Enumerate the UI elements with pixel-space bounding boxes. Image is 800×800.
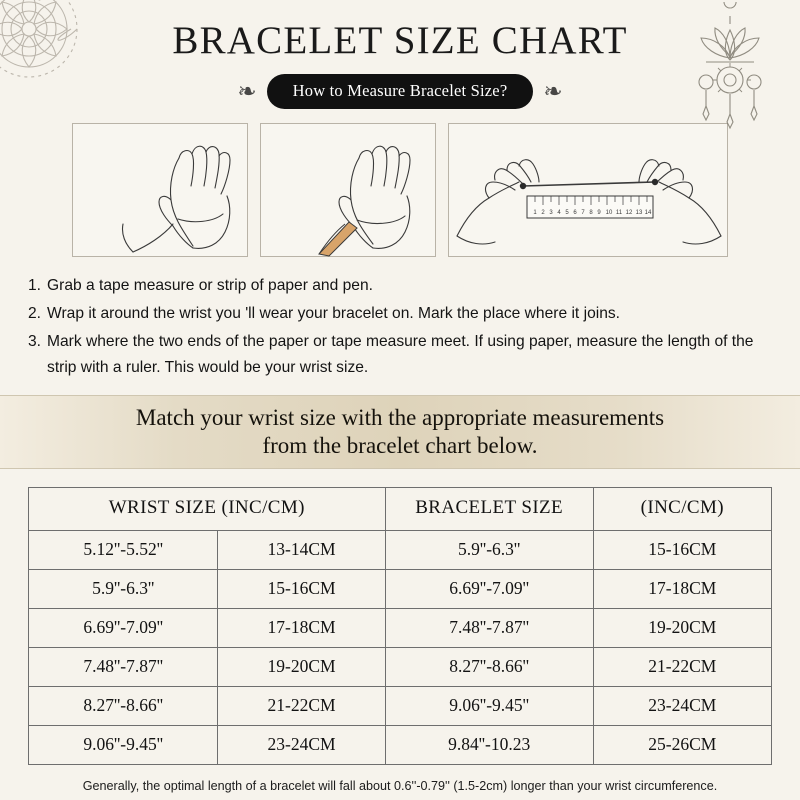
- page-title: BRACELET SIZE CHART: [172, 19, 628, 62]
- cell-wrist-inch: 5.12''-5.52'': [29, 530, 218, 569]
- svg-text:11: 11: [615, 210, 623, 216]
- lotus-ornament-icon: [684, 2, 776, 138]
- svg-text:6: 6: [573, 210, 577, 216]
- list-item: [28, 273, 774, 299]
- size-table-wrapper: [0, 487, 800, 765]
- instruction-steps: [0, 273, 800, 381]
- cell-bracelet-cm: 15-16CM: [593, 530, 771, 569]
- list-item: [28, 329, 774, 381]
- header-bracelet-size: BRACELET SIZE: [385, 487, 593, 530]
- cell-wrist-inch: 5.9''-6.3'': [29, 569, 218, 608]
- illustration-hand-wrapping-paper-strip: [260, 123, 436, 257]
- cell-wrist-inch: 8.27''-8.66'': [29, 686, 218, 725]
- list-item: [28, 301, 774, 327]
- subtitle-pill: How to Measure Bracelet Size?: [267, 74, 534, 109]
- svg-text:12: 12: [625, 210, 633, 216]
- cell-wrist-cm: 21-22CM: [218, 686, 385, 725]
- banner-line-2: from the bracelet chart below.: [262, 432, 538, 458]
- svg-text:5: 5: [565, 210, 569, 216]
- cell-wrist-inch: 7.48''-7.87'': [29, 647, 218, 686]
- table-row: [29, 569, 772, 608]
- table-row: [29, 608, 772, 647]
- table-row: [29, 725, 772, 764]
- flourish-left-icon: ❧: [237, 79, 257, 104]
- svg-text:4: 4: [557, 210, 561, 216]
- svg-text:1: 1: [533, 210, 537, 216]
- cell-bracelet-cm: 19-20CM: [593, 608, 771, 647]
- mandala-ornament-icon: [0, 0, 104, 104]
- illustration-measuring-strip-with-ruler: [448, 123, 728, 257]
- cell-wrist-cm: 17-18CM: [218, 608, 385, 647]
- cell-wrist-cm: 23-24CM: [218, 725, 385, 764]
- table-header-row: [29, 487, 772, 530]
- svg-text:3: 3: [549, 210, 553, 216]
- cell-bracelet-cm: 23-24CM: [593, 686, 771, 725]
- svg-text:8: 8: [589, 210, 593, 216]
- table-row: [29, 530, 772, 569]
- size-table: [28, 487, 772, 765]
- step-text: Grab a tape measure or strip of paper and pen.: [47, 277, 373, 294]
- subtitle-row: [0, 74, 800, 109]
- table-row: [29, 686, 772, 725]
- cell-bracelet-inch: 5.9''-6.3'': [385, 530, 593, 569]
- step-text: Wrap it around the wrist you 'll wear your bracelet on. Mark the place where it joins.: [47, 304, 621, 322]
- illustration-hand-with-tape-measure: [72, 123, 248, 257]
- cell-wrist-inch: 9.06''-9.45'': [29, 725, 218, 764]
- cell-bracelet-inch: 7.48''-7.87'': [385, 608, 593, 647]
- size-table-head: [29, 487, 772, 530]
- cell-wrist-cm: 19-20CM: [218, 647, 385, 686]
- svg-text:13: 13: [635, 210, 643, 216]
- header-wrist-size: WRIST SIZE (INC/CM): [29, 487, 386, 530]
- cell-wrist-cm: 15-16CM: [218, 569, 385, 608]
- footnote: Generally, the optimal length of a bracelet will fall about 0.6''-0.79'' (1.5-2cm) longer than your wrist circumference.: [82, 778, 718, 793]
- svg-text:10: 10: [605, 210, 613, 216]
- flourish-right-icon: ❧: [543, 79, 563, 104]
- size-table-body: [29, 530, 772, 764]
- step-number: 3.: [28, 332, 42, 350]
- cell-bracelet-cm: 17-18CM: [593, 569, 771, 608]
- cell-wrist-inch: 6.69''-7.09'': [29, 608, 218, 647]
- svg-text:7: 7: [581, 210, 585, 216]
- cell-bracelet-inch: 9.84''-10.23: [385, 725, 593, 764]
- svg-text:14: 14: [644, 210, 652, 216]
- step-number: 1.: [28, 277, 42, 294]
- cell-bracelet-inch: 6.69''-7.09'': [385, 569, 593, 608]
- svg-text:9: 9: [597, 210, 601, 216]
- illustration-row: [0, 123, 800, 257]
- table-row: [29, 647, 772, 686]
- cell-bracelet-cm: 25-26CM: [593, 725, 771, 764]
- svg-text:2: 2: [541, 210, 545, 216]
- step-text: Mark where the two ends of the paper or tape measure meet. If using paper, measure the length of the strip with a ruler. This would be your wrist size.: [47, 332, 754, 376]
- cell-bracelet-cm: 21-22CM: [593, 647, 771, 686]
- cell-bracelet-inch: 9.06''-9.45'': [385, 686, 593, 725]
- banner-line-1: Match your wrist size with the appropriate measurements: [135, 405, 665, 431]
- match-size-banner: [0, 395, 800, 469]
- cell-wrist-cm: 13-14CM: [218, 530, 385, 569]
- step-number: 2.: [28, 304, 42, 322]
- header-bracelet-units: (INC/CM): [593, 487, 771, 530]
- cell-bracelet-inch: 8.27''-8.66'': [385, 647, 593, 686]
